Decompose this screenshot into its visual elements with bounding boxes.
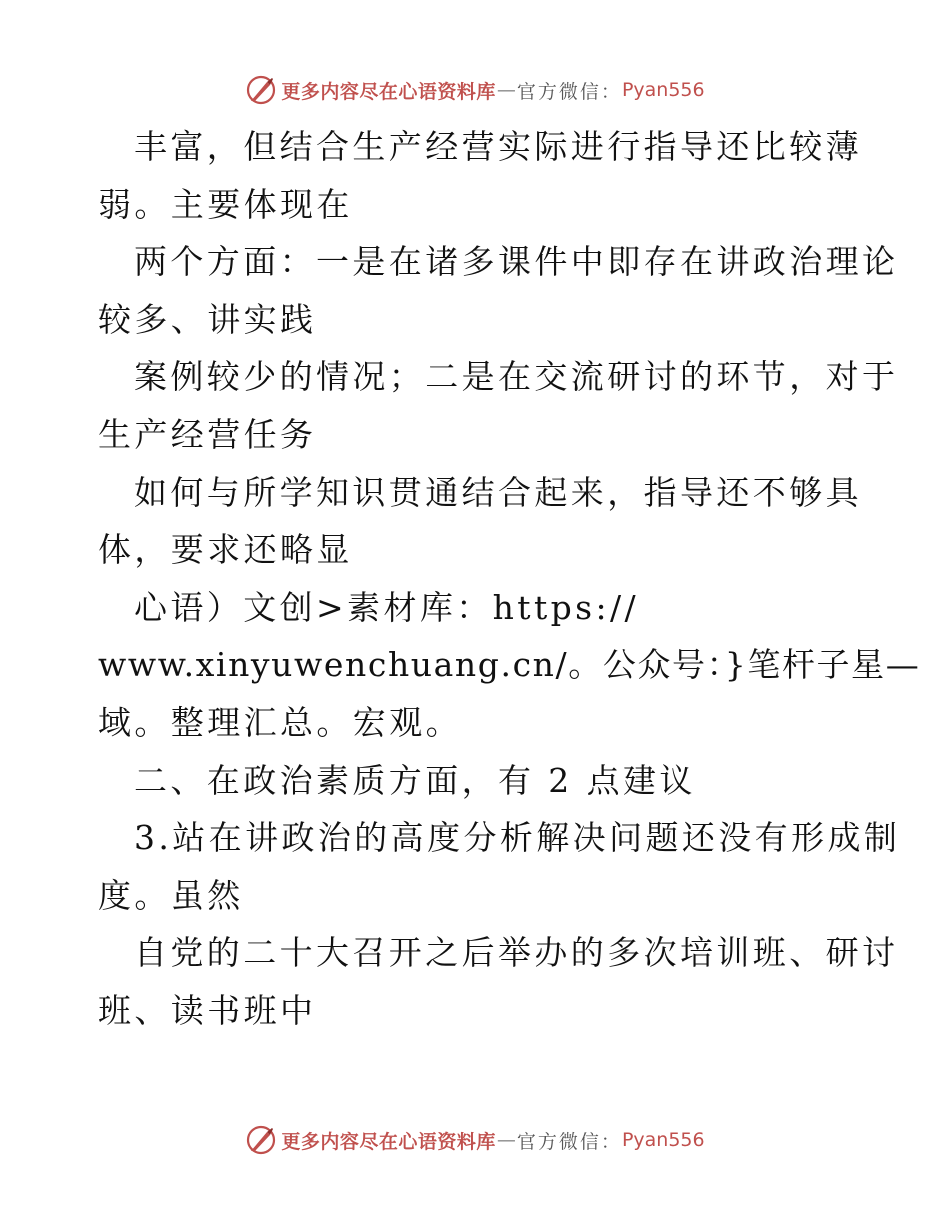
paragraph-line: 体，要求还略显 [98,530,353,570]
paragraph-line: 弱。主要体现在 [98,184,353,224]
paragraph-line: 案例较少的情况；二是在交流研讨的环节，对于 [134,357,899,397]
separator-dash: — [496,79,516,101]
paragraph-line: 班、读书班中 [98,990,317,1030]
paragraph-line: 生产经营任务 [98,414,317,454]
paragraph-line: 心语）文创>素材库：https:// [134,587,640,627]
brand-text: 更多内容尽在心语资料库 [281,80,496,103]
feather-pen-circle-icon [245,1124,277,1156]
paragraph-line: 3.站在讲政治的高度分析解决问题还没有形成制 [134,818,901,858]
paragraph-line: 丰富，但结合生产经营实际进行指导还比较薄 [134,127,862,166]
paragraph-line: 两个方面：一是在诸多课件中即存在讲政治理论 [134,242,899,282]
feather-pen-circle-icon [245,74,277,106]
paragraph-line: 自党的二十大召开之后举办的多次培训班、研讨 [134,933,899,973]
paragraph-line: 较多、讲实践 [98,299,317,339]
paragraph-line: 度。虽然 [98,875,244,915]
paragraph-line: www.xinyuwenchuang.cn/。公众号：}笔杆子星— [98,645,921,685]
wechat-id: Pyan556 [621,1129,705,1151]
paragraph-line: 如何与所学知识贯通结合起来，指导还不够具 [134,472,862,512]
document-body [98,118,921,1040]
wechat-id: Pyan556 [621,79,705,101]
header-watermark [0,70,950,110]
footer-watermark [0,1120,950,1160]
brand-text: 更多内容尽在心语资料库 [281,1130,496,1153]
official-wechat-label: 官方微信： [516,80,622,103]
paragraph-line: 域。整理汇总。宏观。 [98,702,462,742]
official-wechat-label: 官方微信： [516,1130,622,1153]
section-heading: 二、在政治素质方面，有 2 点建议 [134,760,696,800]
separator-dash: — [496,1129,516,1151]
